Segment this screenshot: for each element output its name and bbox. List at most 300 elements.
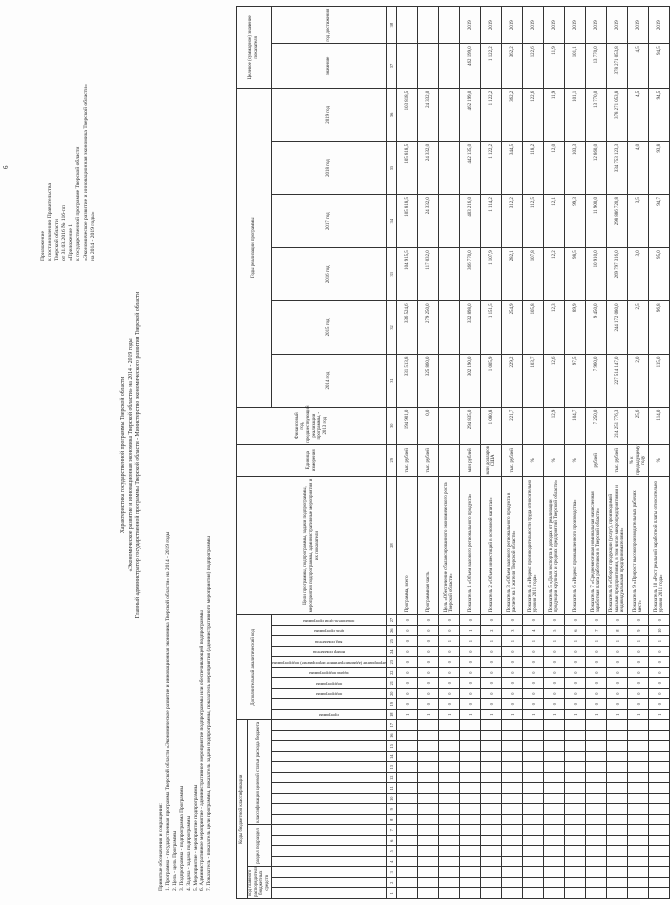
row-base-value: 7 250,0 bbox=[586, 407, 607, 444]
table-row bbox=[586, 7, 607, 899]
budget-code-cell bbox=[271, 867, 387, 878]
budget-code-cell bbox=[271, 846, 387, 857]
analytic-code-cell: 0 bbox=[481, 646, 502, 657]
row-target-year: 2019 bbox=[628, 7, 649, 44]
budget-code-cell bbox=[460, 720, 481, 731]
row-unit: % bbox=[523, 444, 544, 476]
analytic-code-cell: 0 bbox=[544, 678, 565, 689]
row-unit: % bbox=[565, 444, 586, 476]
row-year-value: 12,6 bbox=[544, 354, 565, 407]
budget-code-cell bbox=[523, 836, 544, 847]
analytic-code-label-text: задача подпрограммы bbox=[309, 671, 349, 677]
budget-code-cell bbox=[586, 762, 607, 773]
analytic-code-label bbox=[271, 646, 387, 657]
budget-code-cell bbox=[628, 878, 649, 889]
analytic-code-cell: 1 bbox=[544, 709, 565, 720]
column-number: 2 bbox=[387, 878, 397, 889]
budget-code-cell bbox=[271, 878, 387, 889]
analytic-code-cell: 0 bbox=[481, 678, 502, 689]
budget-code-cell bbox=[502, 846, 523, 857]
row-year-value: 101,1 bbox=[565, 88, 586, 141]
budget-code-cell bbox=[481, 741, 502, 752]
row-year-value: 331 513,8 bbox=[397, 354, 418, 407]
column-number: 5 bbox=[387, 846, 397, 857]
row-year-value: 1 107,9 bbox=[481, 248, 502, 301]
analytic-code-cell: 0 bbox=[460, 699, 481, 710]
budget-codes-header: Коды бюджетной классификации bbox=[237, 720, 248, 899]
row-year-value: 99,3 bbox=[565, 195, 586, 248]
analytic-code-cell: 0 bbox=[418, 625, 439, 636]
budget-code-cell bbox=[439, 720, 460, 731]
analytic-code-cell: 1 bbox=[460, 709, 481, 720]
title-line: Главный администратор государственной программы Тверской области - Министерство экономического развития Тверской области bbox=[135, 291, 142, 619]
analytic-code-cell: 3 bbox=[502, 625, 523, 636]
budget-code-cell bbox=[607, 773, 628, 784]
analytic-code-cell: 0 bbox=[586, 615, 607, 626]
target-header: Целевое (суммарное) значение показателя bbox=[237, 7, 272, 89]
row-year-value: 94,7 bbox=[649, 195, 670, 248]
budget-code-cell bbox=[439, 867, 460, 878]
budget-code-cell bbox=[481, 825, 502, 836]
budget-code-cell bbox=[460, 815, 481, 826]
rbs-code-header: код главного распорядителя бюджетных средств bbox=[248, 866, 270, 897]
analytic-code-cell: 1 bbox=[460, 625, 481, 636]
row-year-value bbox=[439, 195, 460, 248]
column-number: 16 bbox=[387, 731, 397, 742]
row-year-value: 95,0 bbox=[649, 248, 670, 301]
budget-code-cell bbox=[565, 741, 586, 752]
budget-code-cell bbox=[523, 867, 544, 878]
row-year-value bbox=[439, 248, 460, 301]
analytic-code-cell: 0 bbox=[523, 699, 544, 710]
analytic-code-cell: 1 bbox=[628, 636, 649, 647]
table-row bbox=[607, 7, 628, 899]
row-year-value: 13 770,0 bbox=[586, 88, 607, 141]
budget-code-cell bbox=[607, 783, 628, 794]
budget-code-cell bbox=[481, 731, 502, 742]
table-row bbox=[523, 7, 544, 899]
budget-code-cell bbox=[544, 857, 565, 868]
row-name-text: Показатель 8 «Оборот продукции (услуг), производимой малыми предприятиями, в том числе микропредприятиями и индивидуальными предпринимателями» bbox=[609, 485, 626, 613]
analytic-code-cell: 0 bbox=[586, 678, 607, 689]
row-year-value: 4,0 bbox=[628, 141, 649, 194]
row-unit: тыс. рублей bbox=[607, 444, 628, 476]
budget-code-cell bbox=[544, 888, 565, 899]
column-number: 21 bbox=[387, 678, 397, 689]
column-number: 6 bbox=[387, 836, 397, 847]
analytic-code-cell: 0 bbox=[607, 699, 628, 710]
table-row bbox=[439, 7, 460, 899]
row-target-year bbox=[418, 7, 439, 44]
budget-code-cell bbox=[502, 773, 523, 784]
budget-code-cell bbox=[607, 731, 628, 742]
budget-code-cell bbox=[271, 773, 387, 784]
row-target-year bbox=[397, 7, 418, 44]
annex-line: к постановлению Правительства bbox=[47, 183, 54, 261]
analytic-code-label-text: показатель цели программы bbox=[303, 618, 355, 624]
budget-code-cell bbox=[523, 752, 544, 763]
analytic-code-label-text: подпрограмма bbox=[315, 681, 343, 687]
budget-code-cell bbox=[523, 783, 544, 794]
row-target-year: 2019 bbox=[481, 7, 502, 44]
row-year-value: 12 860,0 bbox=[586, 141, 607, 194]
budget-code-cell bbox=[460, 773, 481, 784]
row-year-value: 3,5 bbox=[628, 195, 649, 248]
budget-code-cell bbox=[544, 762, 565, 773]
analytic-code-cell: 0 bbox=[418, 678, 439, 689]
budget-code-cell bbox=[271, 804, 387, 815]
budget-code-cell bbox=[544, 815, 565, 826]
budget-code-cell bbox=[649, 804, 670, 815]
budget-code-cell bbox=[586, 846, 607, 857]
year-header: 2015 год bbox=[271, 301, 387, 354]
column-number: 22 bbox=[387, 667, 397, 678]
row-year-value: 24 332,0 bbox=[418, 88, 439, 141]
row-year-value: 103 818,5 bbox=[397, 88, 418, 141]
analytic-code-cell: 0 bbox=[460, 678, 481, 689]
analytic-code-label bbox=[271, 688, 387, 699]
analytic-code-cell: 0 bbox=[565, 699, 586, 710]
analytic-code-cell: 0 bbox=[565, 657, 586, 668]
analytic-code-label bbox=[271, 615, 387, 626]
budget-code-cell bbox=[649, 720, 670, 731]
column-number: 31 bbox=[387, 354, 397, 407]
column-number: 12 bbox=[387, 773, 397, 784]
analytic-code-cell: 0 bbox=[439, 625, 460, 636]
budget-code-cell bbox=[481, 878, 502, 889]
analytic-code-cell: 0 bbox=[607, 688, 628, 699]
budget-code-cell bbox=[502, 836, 523, 847]
row-target-value bbox=[418, 44, 439, 88]
row-year-value: 312,2 bbox=[502, 195, 523, 248]
row-target-value: 94,5 bbox=[649, 44, 670, 88]
table-row bbox=[502, 7, 523, 899]
row-year-value: 105,8 bbox=[523, 301, 544, 354]
analytic-code-cell: 0 bbox=[649, 699, 670, 710]
analytic-code-cell: 10 bbox=[649, 625, 670, 636]
budget-code-cell bbox=[586, 825, 607, 836]
annex-line: Тверской области bbox=[54, 219, 61, 261]
row-base-value: 114,0 bbox=[649, 407, 670, 444]
analytic-code-cell: 0 bbox=[586, 688, 607, 699]
analytic-code-cell: 0 bbox=[628, 678, 649, 689]
row-year-value: 298 886 720,8 bbox=[607, 195, 628, 248]
budget-code-cell bbox=[481, 804, 502, 815]
column-number: 38 bbox=[387, 7, 397, 44]
row-name bbox=[439, 476, 460, 614]
row-target-year: 2019 bbox=[460, 7, 481, 44]
budget-code-cell bbox=[628, 888, 649, 899]
budget-code-cell bbox=[397, 846, 418, 857]
analytic-code-cell: 0 bbox=[544, 646, 565, 657]
analytic-code-cell: 0 bbox=[418, 646, 439, 657]
budget-code-cell bbox=[418, 836, 439, 847]
budget-code-cell bbox=[418, 720, 439, 731]
budget-code-cell bbox=[565, 773, 586, 784]
row-target-value: 362,2 bbox=[502, 44, 523, 88]
budget-code-cell bbox=[523, 773, 544, 784]
budget-code-cell bbox=[397, 825, 418, 836]
years-header: Годы реализации программы bbox=[237, 88, 272, 407]
budget-code-cell bbox=[586, 804, 607, 815]
budget-code-cell bbox=[460, 857, 481, 868]
row-year-value: 97,5 bbox=[565, 354, 586, 407]
budget-code-cell bbox=[418, 888, 439, 899]
analytic-code-cell: 4 bbox=[523, 625, 544, 636]
analytic-code-cell: 1 bbox=[502, 636, 523, 647]
table-row bbox=[481, 7, 502, 899]
row-base-value: 214 251 776,3 bbox=[607, 407, 628, 444]
budget-code-cell bbox=[565, 857, 586, 868]
budget-code-cell bbox=[397, 773, 418, 784]
budget-code-cell bbox=[481, 888, 502, 899]
budget-code-cell bbox=[649, 888, 670, 899]
analytic-code-cell: 0 bbox=[586, 667, 607, 678]
analytic-code-cell: 0 bbox=[502, 615, 523, 626]
analytic-code-header: Дополнительный аналитический код bbox=[237, 615, 272, 720]
analytic-code-cell: 0 bbox=[439, 657, 460, 668]
budget-code-cell bbox=[628, 773, 649, 784]
base-year-header: Финансовый год, предшествующий реализации программы, - 2013 год bbox=[237, 407, 387, 444]
analytic-code-label-text: вид показателя bbox=[315, 639, 343, 645]
analytic-code-cell: 1 bbox=[586, 636, 607, 647]
analytic-code-cell: 1 bbox=[565, 636, 586, 647]
budget-code-cell bbox=[502, 815, 523, 826]
row-target-year: 2019 bbox=[565, 7, 586, 44]
row-year-value: 302 190,0 bbox=[460, 354, 481, 407]
row-year-value bbox=[439, 354, 460, 407]
row-year-value: 462 199,0 bbox=[460, 88, 481, 141]
row-year-value: 1 122,2 bbox=[481, 141, 502, 194]
budget-code-cell bbox=[460, 878, 481, 889]
budget-code-cell bbox=[397, 815, 418, 826]
row-name-text: Программная часть bbox=[425, 571, 431, 613]
row-name-text: Показатель 7 «Среднемесячная номинальная начисленная заработная плата работников в Тверской области» bbox=[590, 491, 602, 613]
row-year-value: 344,5 bbox=[502, 141, 523, 194]
analytic-code-cell: 0 bbox=[607, 678, 628, 689]
row-year-value: 1 122,2 bbox=[481, 88, 502, 141]
row-base-value: 104,7 bbox=[565, 407, 586, 444]
row-year-value: 10 910,0 bbox=[586, 248, 607, 301]
budget-code-cell bbox=[649, 878, 670, 889]
row-year-value: 7 960,0 bbox=[586, 354, 607, 407]
budget-code-cell bbox=[418, 815, 439, 826]
row-year-value: 442 135,0 bbox=[460, 141, 481, 194]
budget-code-cell bbox=[271, 836, 387, 847]
row-year-value: 24 332,0 bbox=[418, 141, 439, 194]
analytic-code-cell: 0 bbox=[439, 678, 460, 689]
target-year-header: год достижения bbox=[271, 7, 387, 44]
row-name bbox=[649, 476, 670, 614]
row-year-value bbox=[439, 88, 460, 141]
budget-code-cell bbox=[271, 815, 387, 826]
budget-code-cell bbox=[628, 846, 649, 857]
row-year-value: 96,8 bbox=[649, 301, 670, 354]
budget-code-cell bbox=[544, 878, 565, 889]
analytic-code-cell: 1 bbox=[460, 636, 481, 647]
budget-code-cell bbox=[502, 804, 523, 815]
budget-code-cell bbox=[649, 762, 670, 773]
row-name-text: Показатель 9 «Прирост высокопроизводительных рабочих мест» bbox=[632, 490, 644, 613]
row-year-value: 105 818,5 bbox=[397, 195, 418, 248]
row-unit: тыс. рублей bbox=[502, 444, 523, 476]
budget-code-cell bbox=[586, 867, 607, 878]
budget-code-cell bbox=[586, 731, 607, 742]
analytic-code-cell: 0 bbox=[628, 615, 649, 626]
row-base-value bbox=[439, 407, 460, 444]
budget-code-cell bbox=[481, 857, 502, 868]
budget-code-cell bbox=[502, 720, 523, 731]
budget-code-cell bbox=[607, 867, 628, 878]
name-header: Цели программы, подпрограммы, задачи подпрограммы, мероприятия подпрограммы, административные мероприятия и их показатели bbox=[237, 476, 387, 614]
budget-code-cell bbox=[460, 825, 481, 836]
analytic-code-cell: 0 bbox=[397, 678, 418, 689]
row-year-value: 244 172 080,0 bbox=[607, 301, 628, 354]
analytic-code-label bbox=[271, 667, 387, 678]
budget-code-cell bbox=[460, 794, 481, 805]
annex-line: от 31.03.2016 № 116-пп bbox=[61, 205, 68, 261]
analytic-code-cell: 0 bbox=[481, 688, 502, 699]
analytic-code-cell: 0 bbox=[649, 615, 670, 626]
column-number: 18 bbox=[387, 709, 397, 720]
row-base-value: 12,9 bbox=[544, 407, 565, 444]
row-name bbox=[397, 476, 418, 614]
budget-code-cell bbox=[460, 741, 481, 752]
analytic-code-cell: 0 bbox=[523, 646, 544, 657]
budget-code-cell bbox=[586, 720, 607, 731]
analytic-code-cell: 0 bbox=[628, 688, 649, 699]
column-number: 32 bbox=[387, 301, 397, 354]
row-target-year: 2019 bbox=[586, 7, 607, 44]
analytic-code-cell: 1 bbox=[565, 709, 586, 720]
analytic-code-cell: 0 bbox=[397, 625, 418, 636]
column-number: 35 bbox=[387, 141, 397, 194]
analytic-code-cell: 7 bbox=[586, 625, 607, 636]
analytic-code-cell: 1 bbox=[649, 636, 670, 647]
analytic-code-cell: 0 bbox=[565, 667, 586, 678]
budget-code-cell bbox=[481, 773, 502, 784]
analytic-code-cell: 0 bbox=[502, 699, 523, 710]
legend-line: 7. Показатель - показатель цели программы, показатель задачи подпрограммы, показатель мероприятия (административного мероприятия) подпрограммы bbox=[206, 536, 213, 891]
row-name bbox=[544, 476, 565, 614]
column-number: 15 bbox=[387, 741, 397, 752]
row-name bbox=[628, 476, 649, 614]
budget-code-cell bbox=[502, 857, 523, 868]
row-year-value: 117 032,0 bbox=[418, 248, 439, 301]
budget-code-cell bbox=[481, 752, 502, 763]
budget-code-cell bbox=[439, 815, 460, 826]
analytic-code-label bbox=[271, 699, 387, 710]
analytic-code-cell: 0 bbox=[439, 688, 460, 699]
budget-code-cell bbox=[271, 731, 387, 742]
budget-code-cell bbox=[271, 857, 387, 868]
analytic-code-cell: 0 bbox=[418, 688, 439, 699]
legend-line: 3. Подпрограмма - подпрограмма Программы bbox=[178, 785, 185, 891]
analytic-code-cell: 1 bbox=[481, 636, 502, 647]
budget-code-cell bbox=[439, 741, 460, 752]
year-header: 2018 год bbox=[271, 141, 387, 194]
analytic-code-cell: 0 bbox=[418, 615, 439, 626]
row-year-value: 4,5 bbox=[628, 88, 649, 141]
row-unit: % bbox=[649, 444, 670, 476]
analytic-code-cell: 9 bbox=[628, 625, 649, 636]
abbreviations-legend bbox=[158, 371, 213, 891]
row-name-text: Показатель 3 «Объем валового регионального продукта в расчете на 1 жителя Тверской области» bbox=[506, 492, 518, 613]
column-number: 11 bbox=[387, 783, 397, 794]
budget-code-cell bbox=[586, 815, 607, 826]
budget-code-cell bbox=[523, 878, 544, 889]
budget-code-cell bbox=[397, 720, 418, 731]
analytic-code-cell: 0 bbox=[460, 657, 481, 668]
row-name bbox=[586, 476, 607, 614]
legend-line: 6. Административное мероприятие - административное мероприятие подпрограммы или обеспечивающей подпрограммы bbox=[199, 610, 206, 891]
row-target-year: 2019 bbox=[649, 7, 670, 44]
analytic-code-cell: 0 bbox=[565, 646, 586, 657]
budget-code-cell bbox=[439, 783, 460, 794]
analytic-code-cell: 1 bbox=[418, 709, 439, 720]
row-year-value: 122,6 bbox=[523, 88, 544, 141]
analytic-code-cell: 0 bbox=[586, 699, 607, 710]
analytic-code-cell: 0 bbox=[502, 657, 523, 668]
analytic-code-cell: 0 bbox=[439, 667, 460, 678]
analytic-code-cell: 0 bbox=[523, 678, 544, 689]
budget-code-cell bbox=[271, 752, 387, 763]
table-row bbox=[544, 7, 565, 899]
budget-code-cell bbox=[418, 773, 439, 784]
budget-code-cell bbox=[271, 720, 387, 731]
document-titles bbox=[120, 15, 143, 895]
analytic-code-cell: 0 bbox=[544, 667, 565, 678]
row-year-value: 332 898,0 bbox=[460, 301, 481, 354]
budget-code-cell bbox=[397, 752, 418, 763]
analytic-code-cell: 0 bbox=[544, 657, 565, 668]
budget-code-cell bbox=[544, 804, 565, 815]
budget-code-cell bbox=[481, 720, 502, 731]
column-number: 1 bbox=[387, 888, 397, 899]
budget-code-cell bbox=[607, 720, 628, 731]
budget-code-cell bbox=[565, 731, 586, 742]
budget-code-cell bbox=[418, 846, 439, 857]
budget-code-cell bbox=[544, 825, 565, 836]
analytic-code-cell: 0 bbox=[439, 646, 460, 657]
analytic-code-cell: 0 bbox=[397, 667, 418, 678]
row-target-year: 2019 bbox=[607, 7, 628, 44]
row-year-value: 3,0 bbox=[628, 248, 649, 301]
budget-code-cell bbox=[523, 762, 544, 773]
budget-code-cell bbox=[418, 741, 439, 752]
budget-code-cell bbox=[628, 836, 649, 847]
column-number: 26 bbox=[387, 625, 397, 636]
title-line: Характеристика государственной программы Тверской области bbox=[120, 376, 126, 534]
budget-code-cell bbox=[544, 836, 565, 847]
row-base-value: 221,7 bbox=[502, 407, 523, 444]
analytic-code-label bbox=[271, 636, 387, 647]
row-year-value: 94,5 bbox=[649, 88, 670, 141]
row-target-year: 2019 bbox=[523, 7, 544, 44]
analytic-code-cell: 1 bbox=[439, 709, 460, 720]
row-base-value: 1 080,8 bbox=[481, 407, 502, 444]
analytic-code-cell: 0 bbox=[460, 688, 481, 699]
analytic-code-cell: 0 bbox=[460, 646, 481, 657]
row-year-value: 112,5 bbox=[523, 195, 544, 248]
year-header: 2017 год bbox=[271, 195, 387, 248]
row-year-value: 366 770,0 bbox=[460, 248, 481, 301]
column-number: 36 bbox=[387, 88, 397, 141]
row-year-value: 11 900,0 bbox=[586, 195, 607, 248]
budget-code-cell bbox=[628, 752, 649, 763]
analytic-code-cell: 0 bbox=[397, 615, 418, 626]
budget-code-cell bbox=[607, 878, 628, 889]
